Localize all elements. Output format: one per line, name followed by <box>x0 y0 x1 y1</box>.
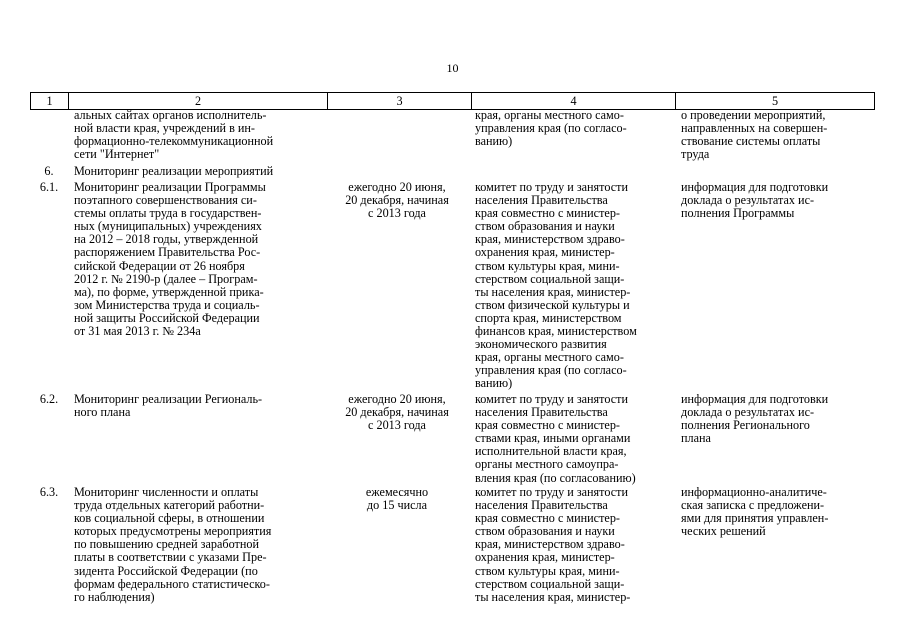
result: о проведении мероприятий, направленных на совершен- ствование системы оплаты труда <box>681 108 828 162</box>
column-header-1: 1 <box>31 93 69 109</box>
row-number: 6.1. <box>39 180 59 194</box>
measure-name: Мониторинг реализации Программы поэтапного совершенствования си- стемы оплаты труда в государствен- ных (муниципальных) учреждениях на 2012 – 2018 годы, утвержденной распоряжением Правительства Рос- сийской Федерации от 26 ноября 2012 г. № 2190-р (далее – Програм- ма), по форме, утвержденной прика- зом Министерства труда и социаль- ной защиты Российской Федерации от 31 мая 2013 г. № 234а <box>74 180 266 339</box>
column-header-3: 3 <box>328 93 472 109</box>
row-number: 6.3. <box>39 485 59 499</box>
section-row <box>30 165 875 181</box>
measure-name: Мониторинг реализации Региональ- ного плана <box>74 392 263 420</box>
executor: комитет по труду и занятости населения Правительства края совместно с министер- ством образования и науки края, министерством здраво- охранения края, министер- ством культуры края, мини- стерством социальной защи- ты населения края, министер- ством физической культуры и спорта края, министерством финансов края, министерством экономического развития края, органы местного само- управления края (по согласо- ванию) <box>475 180 637 391</box>
result: информация для подготовки доклада о результатах ис- полнения Программы <box>681 180 829 221</box>
executor: комитет по труду и занятости населения Правительства края совместно с министер- ствами края, иными органами исполнительной власти края, органы местного самоупра- вления края (по согласованию) <box>475 392 636 485</box>
deadline: ежегодно 20 июня, 20 декабря, начиная с 2013 года <box>345 180 449 221</box>
table-row <box>30 181 875 393</box>
column-header-2: 2 <box>69 93 328 109</box>
measure-name: альных сайтах органов исполнитель- ной власти края, учреждений в ин- формационно-телекоммуникационной сети "Интернет" <box>74 108 274 162</box>
executor: края, органы местного само- управления края (по согласо- ванию) <box>475 108 627 149</box>
row-number: 6.2. <box>39 392 59 406</box>
measures-table <box>30 92 875 606</box>
column-header-4: 4 <box>472 93 676 109</box>
table-row-continuation <box>30 110 875 165</box>
section-title: Мониторинг реализации мероприятий <box>74 164 274 178</box>
measure-name: Мониторинг численности и оплаты труда отдельных категорий работни- ков социальной сферы, в отношении которых предусмотрены мероприятия по повышению средней заработной платы в соответствии с указами Пре- зидента Российской Федерации (по формам федерального статистическо- го наблюдения) <box>74 485 272 604</box>
page-number: 10 <box>446 61 459 75</box>
table-row <box>30 393 875 486</box>
deadline: ежемесячно до 15 числа <box>365 485 429 513</box>
column-header-5: 5 <box>771 94 779 108</box>
deadline: ежегодно 20 июня, 20 декабря, начиная с 2013 года <box>345 392 449 433</box>
result: информационно-аналитиче- ская записка с предложени- ями для принятия управлен- ческих решений <box>681 485 829 539</box>
result: информация для подготовки доклада о результатах ис- полнения Регионального плана <box>681 392 829 446</box>
table-row <box>30 486 875 606</box>
executor: комитет по труду и занятости населения Правительства края совместно с министер- ством образования и науки края, министерством здраво- охранения края, министер- ством культуры края, мини- стерством социальной защи- ты населения края, министер- <box>475 485 631 604</box>
section-number: 6. <box>44 164 54 178</box>
